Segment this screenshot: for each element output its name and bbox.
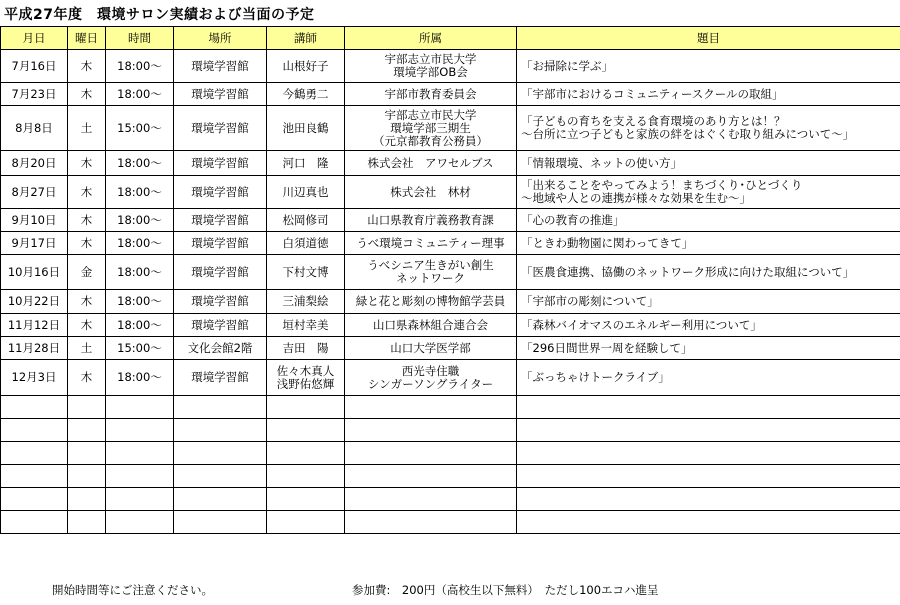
- col-header-topic: 題目: [517, 27, 900, 50]
- empty-cell: [106, 488, 174, 511]
- row-time: 18:00～: [106, 232, 174, 255]
- table-row: [1, 337, 900, 360]
- empty-cell: [1, 442, 68, 465]
- empty-cell: [68, 511, 106, 534]
- row-day: 木: [68, 151, 106, 176]
- row-lecturer: 川辺真也: [267, 176, 345, 209]
- table-row: [1, 360, 900, 396]
- row-place: 環境学習館: [174, 314, 267, 337]
- table-row: [1, 290, 900, 314]
- row-time: 18:00～: [106, 151, 174, 176]
- row-time: 18:00～: [106, 83, 174, 106]
- empty-cell: [174, 396, 267, 419]
- row-place: 環境学習館: [174, 176, 267, 209]
- row-date: 8月20日: [1, 151, 68, 176]
- table-row: [1, 106, 900, 151]
- empty-cell: [68, 419, 106, 442]
- row-date: 8月8日: [1, 106, 68, 151]
- empty-cell: [68, 465, 106, 488]
- row-topic: 「宇部市におけるコミュニティースクールの取組」: [517, 83, 900, 106]
- row-topic: 「子どもの育ちを支える食育環境のあり方とは！？ ～台所に立つ子どもと家族の絆をはぐくむ取り組みについて～」: [517, 106, 900, 151]
- empty-row: [1, 465, 900, 488]
- empty-row: [1, 488, 900, 511]
- empty-cell: [345, 488, 517, 511]
- row-lecturer: 池田良鶴: [267, 106, 345, 151]
- row-lecturer: 佐々木真人 浅野佑悠輝: [267, 360, 345, 396]
- row-day: 木: [68, 290, 106, 314]
- row-topic: 「心の教育の推進」: [517, 209, 900, 232]
- row-time: 15:00～: [106, 106, 174, 151]
- row-place: 環境学習館: [174, 232, 267, 255]
- row-topic: 「医農食連携、協働のネットワーク形成に向けた取組について」: [517, 255, 900, 290]
- empty-cell: [517, 511, 900, 534]
- row-day: 土: [68, 337, 106, 360]
- empty-cell: [1, 488, 68, 511]
- table-row: [1, 209, 900, 232]
- row-time: 18:00～: [106, 290, 174, 314]
- empty-cell: [68, 442, 106, 465]
- row-place: 環境学習館: [174, 151, 267, 176]
- empty-cell: [174, 442, 267, 465]
- empty-cell: [106, 442, 174, 465]
- empty-cell: [106, 511, 174, 534]
- row-topic: 「森林バイオマスのエネルギー利用について」: [517, 314, 900, 337]
- row-place: 環境学習館: [174, 50, 267, 83]
- empty-cell: [174, 465, 267, 488]
- empty-cell: [267, 419, 345, 442]
- row-day: 木: [68, 360, 106, 396]
- empty-cell: [1, 419, 68, 442]
- empty-cell: [517, 396, 900, 419]
- col-header-affiliation: 所属: [345, 27, 517, 50]
- row-affiliation: 山口大学医学部: [345, 337, 517, 360]
- empty-cell: [345, 442, 517, 465]
- row-lecturer: 三浦梨絵: [267, 290, 345, 314]
- empty-cell: [267, 488, 345, 511]
- row-place: 環境学習館: [174, 209, 267, 232]
- empty-cell: [106, 419, 174, 442]
- table-row: [1, 314, 900, 337]
- empty-cell: [174, 419, 267, 442]
- row-lecturer: 垣村幸美: [267, 314, 345, 337]
- row-topic: 「ときわ動物園に関わってきて」: [517, 232, 900, 255]
- row-topic: 「宇部市の彫刻について」: [517, 290, 900, 314]
- row-date: 7月23日: [1, 83, 68, 106]
- empty-cell: [267, 465, 345, 488]
- table-row: [1, 83, 900, 106]
- row-affiliation: 株式会社 林材: [345, 176, 517, 209]
- row-day: 土: [68, 106, 106, 151]
- footer-fee: 参加費: 200円（高校生以下無料） ただし100エコハ進呈: [352, 583, 659, 597]
- empty-cell: [174, 488, 267, 511]
- row-date: 11月28日: [1, 337, 68, 360]
- empty-cell: [345, 511, 517, 534]
- page-title: 平成27年度 環境サロン実績および当面の予定: [4, 7, 315, 23]
- empty-cell: [68, 488, 106, 511]
- empty-cell: [517, 442, 900, 465]
- empty-cell: [267, 442, 345, 465]
- table-row: [1, 151, 900, 176]
- row-affiliation: 緑と花と彫刻の博物館学芸員: [345, 290, 517, 314]
- header-row: [1, 27, 900, 50]
- row-affiliation: 株式会社 アワセルブス: [345, 151, 517, 176]
- row-date: 12月3日: [1, 360, 68, 396]
- row-date: 11月12日: [1, 314, 68, 337]
- row-date: 10月16日: [1, 255, 68, 290]
- row-place: 環境学習館: [174, 290, 267, 314]
- empty-cell: [345, 419, 517, 442]
- row-day: 木: [68, 314, 106, 337]
- col-header-place: 場所: [174, 27, 267, 50]
- row-topic: 「296日間世界一周を経験して」: [517, 337, 900, 360]
- row-lecturer: 白須道徳: [267, 232, 345, 255]
- empty-cell: [345, 465, 517, 488]
- col-header-date: 月日: [1, 27, 68, 50]
- table-row: [1, 232, 900, 255]
- table-row: [1, 50, 900, 83]
- row-time: 18:00～: [106, 50, 174, 83]
- row-affiliation: 山口県森林組合連合会: [345, 314, 517, 337]
- empty-cell: [267, 396, 345, 419]
- empty-cell: [517, 488, 900, 511]
- row-topic: 「お掃除に学ぶ」: [517, 50, 900, 83]
- row-affiliation: 宇部志立市民大学 環境学部OB会: [345, 50, 517, 83]
- table-row: [1, 176, 900, 209]
- row-affiliation: 西光寺住職 シンガーソングライター: [345, 360, 517, 396]
- row-place: 環境学習館: [174, 106, 267, 151]
- empty-cell: [106, 465, 174, 488]
- row-day: 木: [68, 83, 106, 106]
- row-date: 7月16日: [1, 50, 68, 83]
- row-place: 環境学習館: [174, 360, 267, 396]
- col-header-lecturer: 講師: [267, 27, 345, 50]
- empty-cell: [1, 396, 68, 419]
- empty-cell: [267, 511, 345, 534]
- empty-cell: [345, 396, 517, 419]
- row-lecturer: 松岡修司: [267, 209, 345, 232]
- empty-cell: [517, 465, 900, 488]
- row-lecturer: 河口 隆: [267, 151, 345, 176]
- row-topic: 「ぶっちゃけトークライブ」: [517, 360, 900, 396]
- row-affiliation: 宇部市教育委員会: [345, 83, 517, 106]
- empty-cell: [1, 465, 68, 488]
- empty-cell: [106, 396, 174, 419]
- empty-row: [1, 396, 900, 419]
- row-lecturer: 今鶴勇二: [267, 83, 345, 106]
- row-time: 18:00～: [106, 360, 174, 396]
- row-place: 環境学習館: [174, 255, 267, 290]
- row-place: 文化会館2階: [174, 337, 267, 360]
- empty-cell: [68, 396, 106, 419]
- row-time: 15:00～: [106, 337, 174, 360]
- row-lecturer: 吉田 陽: [267, 337, 345, 360]
- row-time: 18:00～: [106, 255, 174, 290]
- row-topic: 「出来ることをやってみよう！まちづくり･ひとづくり ～地域や人との連携が様々な効果を生む～」: [517, 176, 900, 209]
- row-time: 18:00～: [106, 209, 174, 232]
- row-day: 木: [68, 50, 106, 83]
- empty-cell: [1, 511, 68, 534]
- row-affiliation: 山口県教育庁義務教育課: [345, 209, 517, 232]
- col-header-day: 曜日: [68, 27, 106, 50]
- empty-cell: [174, 511, 267, 534]
- row-topic: 「情報環境、ネットの使い方」: [517, 151, 900, 176]
- row-time: 18:00～: [106, 314, 174, 337]
- row-affiliation: うべ環境コミュニティー理事: [345, 232, 517, 255]
- empty-cell: [517, 419, 900, 442]
- row-time: 18:00～: [106, 176, 174, 209]
- row-lecturer: 下村文博: [267, 255, 345, 290]
- table-row: [1, 255, 900, 290]
- col-header-time: 時間: [106, 27, 174, 50]
- row-day: 木: [68, 232, 106, 255]
- row-affiliation: 宇部志立市民大学 環境学部三期生 （元京都教育公務員）: [345, 106, 517, 151]
- empty-row: [1, 511, 900, 534]
- empty-row: [1, 442, 900, 465]
- row-date: 9月10日: [1, 209, 68, 232]
- row-date: 8月27日: [1, 176, 68, 209]
- row-day: 金: [68, 255, 106, 290]
- row-place: 環境学習館: [174, 83, 267, 106]
- row-affiliation: うべシニア生きがい創生 ネットワーク: [345, 255, 517, 290]
- footer-note: 開始時間等にご注意ください。: [52, 583, 213, 597]
- schedule-table: [0, 26, 900, 534]
- empty-row: [1, 419, 900, 442]
- row-date: 9月17日: [1, 232, 68, 255]
- row-lecturer: 山根好子: [267, 50, 345, 83]
- row-day: 木: [68, 209, 106, 232]
- row-day: 木: [68, 176, 106, 209]
- row-date: 10月22日: [1, 290, 68, 314]
